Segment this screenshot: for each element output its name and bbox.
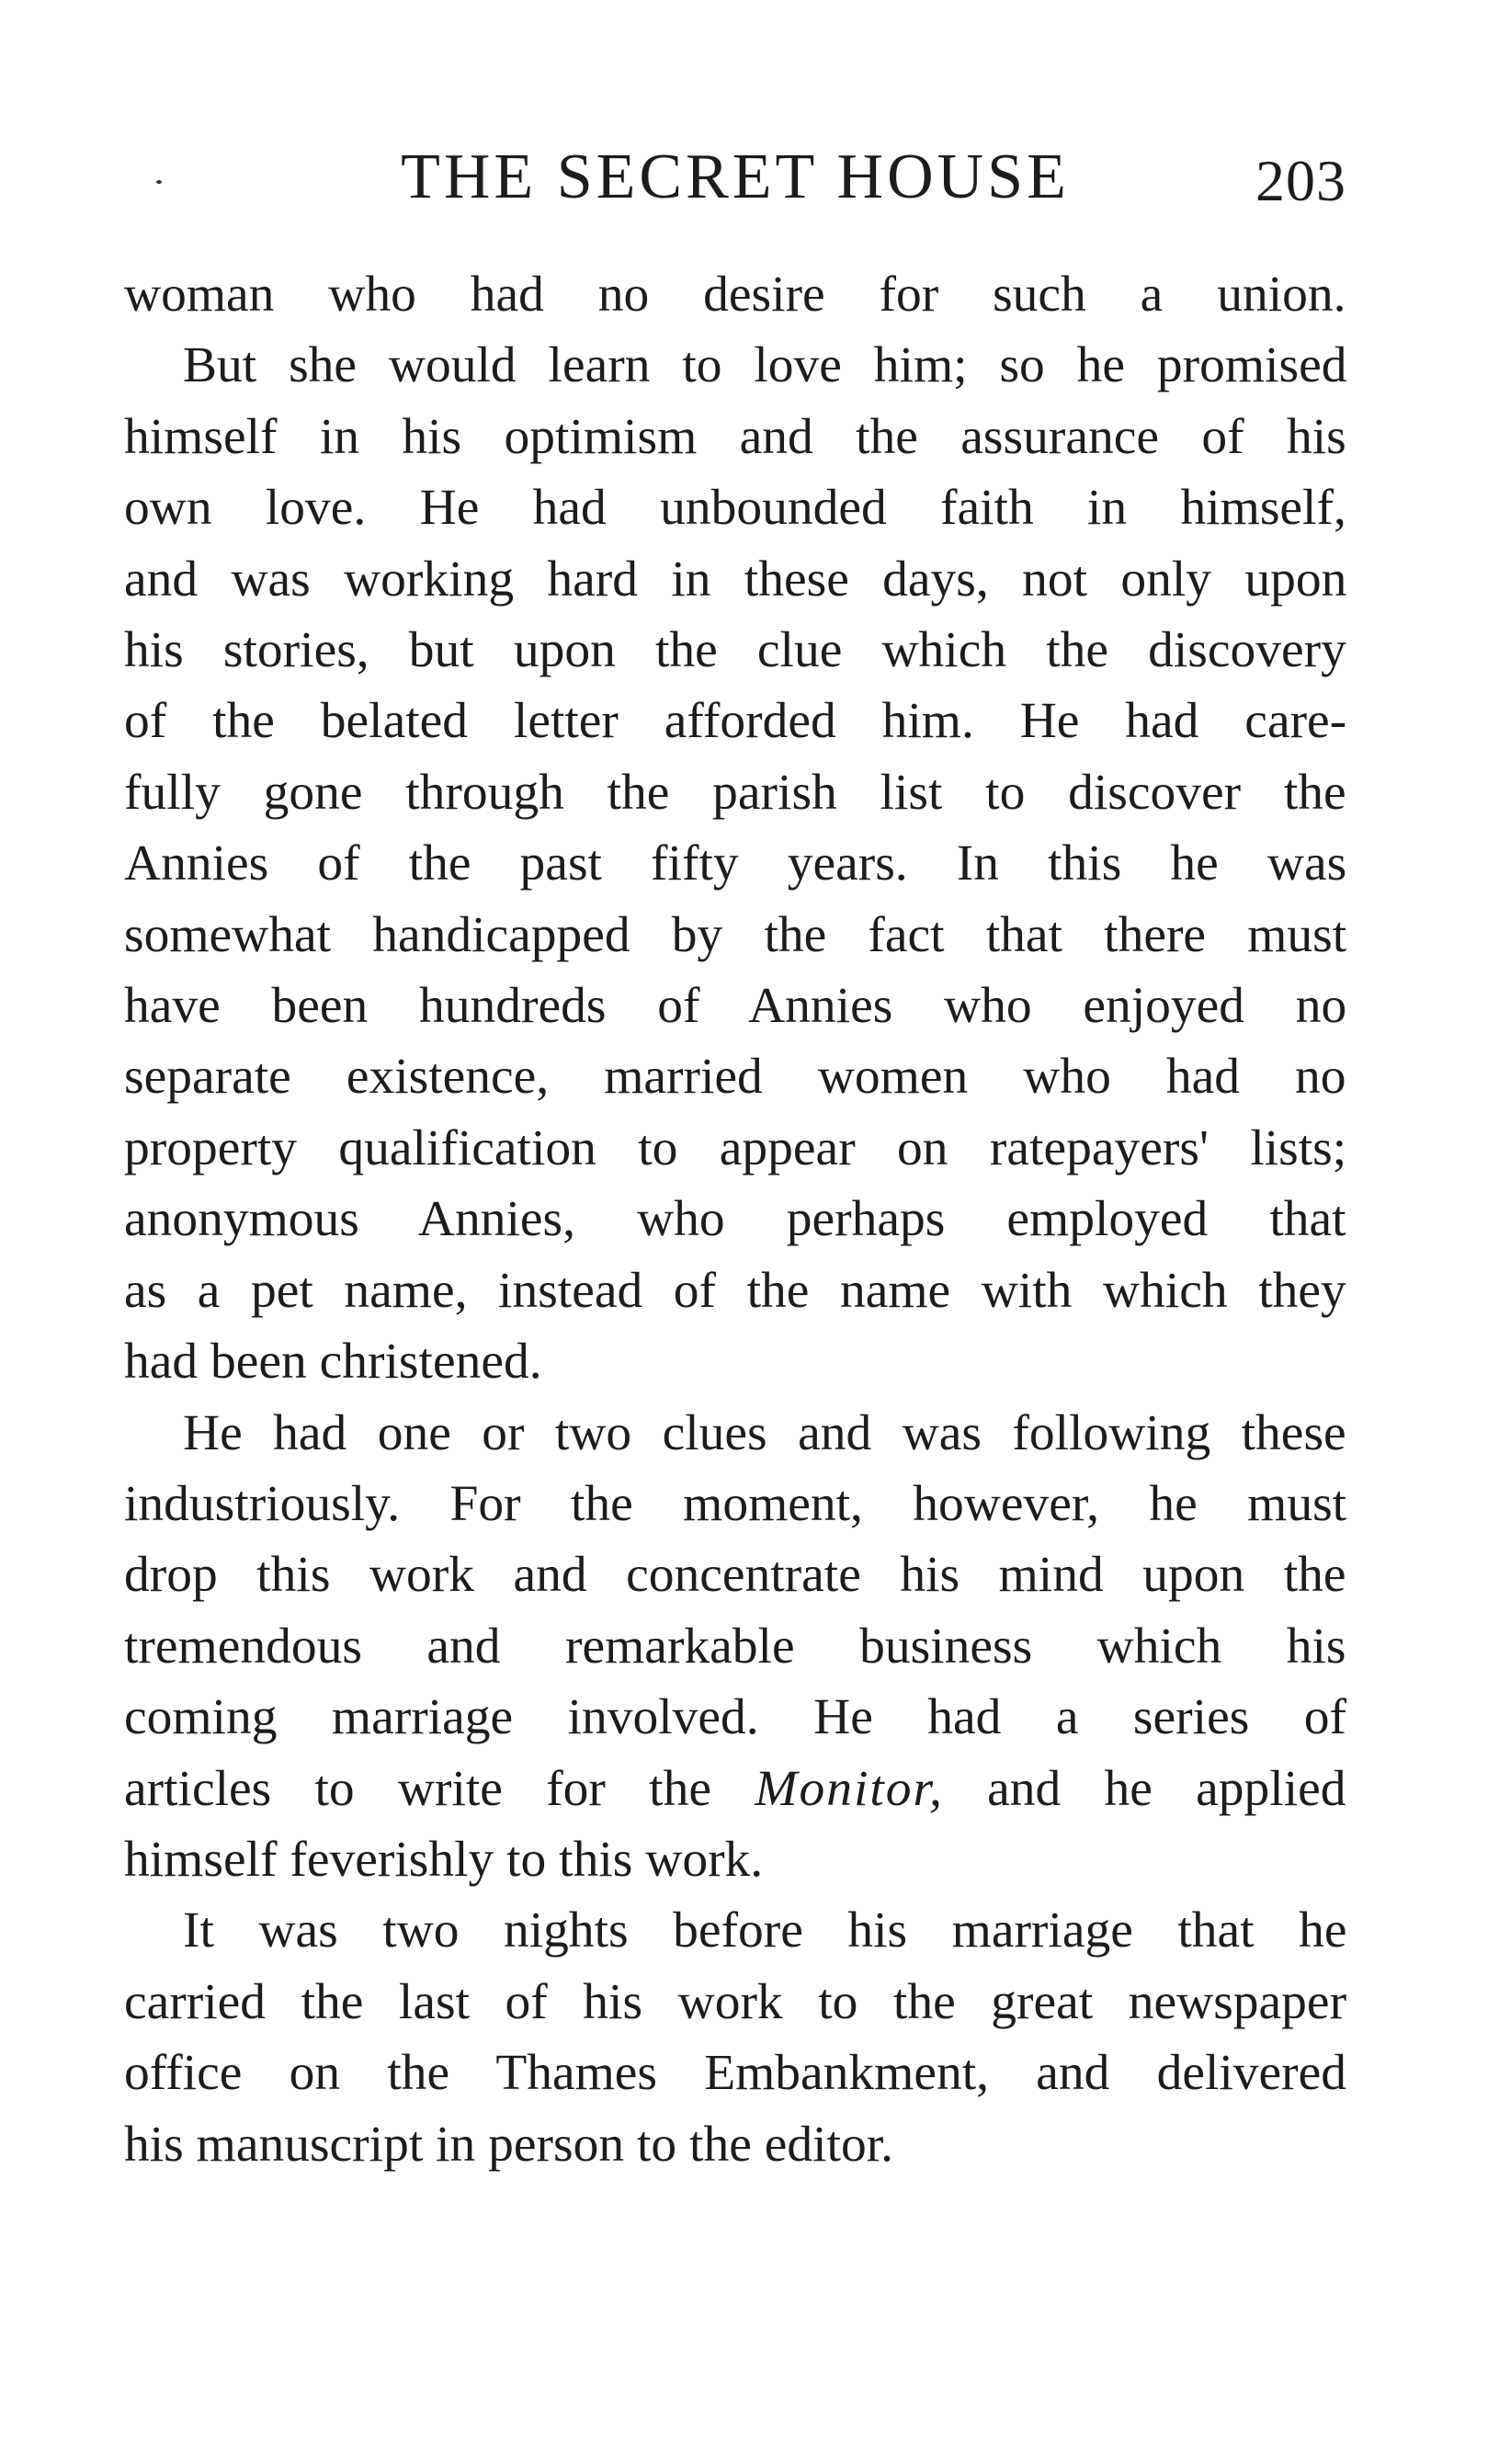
page-number: 203 <box>1255 148 1346 213</box>
text-line: office on the Thames Embankment, and delivered <box>124 2045 1347 2102</box>
text-line: coming marriage involved. He had a series of <box>124 1689 1346 1746</box>
text-line: property qualification to appear on ratepayers' lists; <box>124 1119 1347 1176</box>
text-line: had been christened. <box>124 1334 542 1391</box>
text-line: himself in his optimism and the assurance of his <box>124 408 1346 465</box>
text-line: Annies of the past fifty years. In this he was <box>124 835 1347 892</box>
text-line: somewhat handicapped by the fact that there must <box>124 906 1347 963</box>
text-line: of the belated letter afforded him. He had care- <box>124 693 1347 750</box>
body-text <box>124 259 1346 2180</box>
text-line: industriously. For the moment, however, he must <box>124 1475 1347 1532</box>
text-line: woman who had no desire for such a union. <box>124 267 1346 323</box>
text-line: fully gone through the parish list to discover the <box>124 764 1346 821</box>
text-line: his manuscript in person to the editor. <box>124 2116 893 2173</box>
text-segment: and he applied <box>943 1760 1346 1817</box>
text-line: He had one or two clues and was following these <box>183 1404 1346 1461</box>
text-line: separate existence, married women who had no <box>124 1049 1346 1106</box>
text-line: and was working hard in these days, not only upon <box>124 551 1347 607</box>
text-line: tremendous and remarkable business which his <box>124 1618 1346 1675</box>
text-line: carried the last of his work to the great newspaper <box>124 1973 1347 2030</box>
text-line: as a pet name, instead of the name with which they <box>124 1262 1346 1319</box>
text-segment: articles to write for the <box>124 1760 755 1817</box>
running-head <box>124 136 1346 219</box>
text-line: himself feverishly to this work. <box>124 1831 764 1888</box>
text-line: his stories, but upon the clue which the discovery <box>124 622 1346 679</box>
text-line: drop this work and concentrate his mind upon the <box>124 1547 1346 1604</box>
text-line-with-italic <box>124 1754 1346 1824</box>
text-line: But she would learn to love him; so he promised <box>183 337 1347 394</box>
text-line: anonymous Annies, who perhaps employed that <box>124 1191 1346 1248</box>
text-line: have been hundreds of Annies who enjoyed no <box>124 978 1347 1035</box>
newspaper-title: Monitor, <box>755 1760 944 1817</box>
text-line: It was two nights before his marriage that he <box>183 1902 1347 1959</box>
running-title: THE SECRET HOUSE <box>401 142 1070 212</box>
text-line: own love. He had unbounded faith in himself, <box>124 480 1346 537</box>
